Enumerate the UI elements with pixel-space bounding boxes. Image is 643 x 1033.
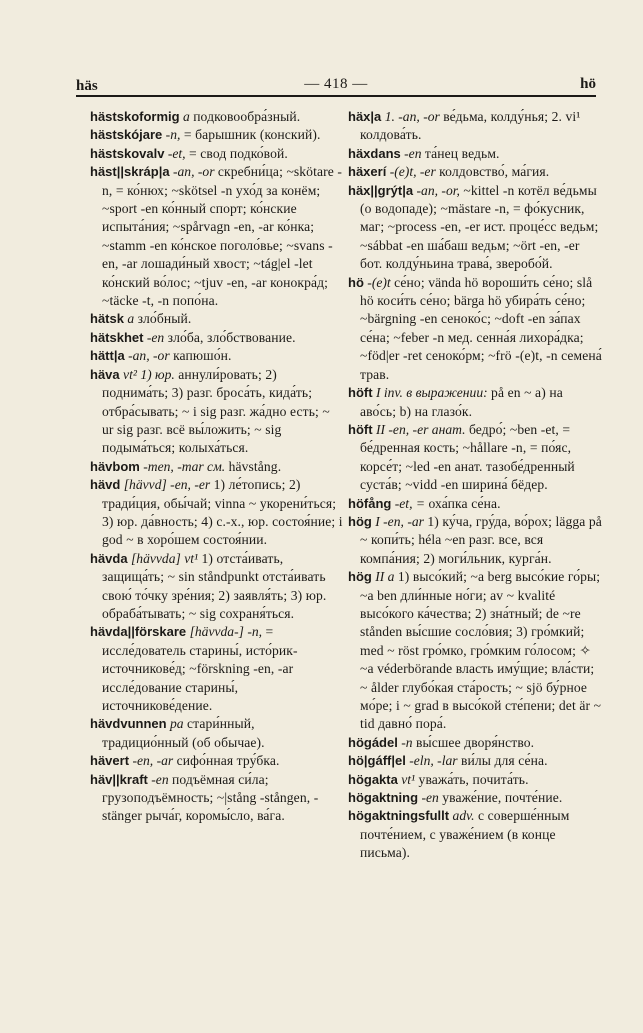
- entry-translation: = свод подко́вой.: [189, 145, 288, 161]
- dictionary-entry: [90, 145, 344, 163]
- dictionary-entry: [90, 329, 344, 347]
- entry-translation: уваже́ние, почте́ние.: [442, 790, 563, 806]
- entry-translation: капюшо́н.: [173, 348, 232, 364]
- entry-headword: hög: [348, 513, 372, 529]
- dictionary-entry: [348, 274, 602, 384]
- entry-translation: = иссле́дователь старины́, исто́рик-источникове́д; ~förskning -en, -ar иссле́дование старины́, источникове́дение.: [102, 624, 298, 713]
- entry-grammar: II a: [375, 569, 395, 585]
- entry-translation: 1) высо́кий; ~a berg высо́кие го́ры; ~a ben дли́нные но́ги; av ~ kvalité высо́кого ка́чества; 2) зна́тный; de ~re stånden вы́сшие сосло́вия; 3) гро́мкий; med ~ röst гро́мко, гро́мким го́лосом; ✧ ~a véderbörande власть иму́щие; вла́сти; ~ ålder глубо́кая ста́рость; ~ sjö бу́рное мо́ре; i ~ grad в высо́кой сте́пени; det är ~ tid давно́ пора́.: [360, 569, 602, 732]
- entry-translation: подъёмная си́ла; грузоподъёмность; ~|stång -stången, -stänger рыча́г, коромы́сло, ва́га.: [102, 771, 319, 824]
- entry-grammar: -eln, -lar: [409, 753, 458, 769]
- entry-translation: аннули́ровать; 2) поднима́ть; 3) разг. броса́ть, кида́ть; отбра́сывать; ~ i sig разг. жа́дно есть; ~ ur sig разг. всё вы́ложить; ~ sig подыма́ться; колыха́ться.: [102, 366, 330, 456]
- entry-translation: колдовство́, ма́гия.: [439, 164, 550, 180]
- dictionary-entry: [90, 771, 344, 826]
- entry-grammar: I -en, -ar: [375, 513, 424, 529]
- dictionary-entry: [348, 421, 602, 495]
- entry-grammar: II -en, -er анат.: [375, 421, 466, 437]
- dictionary-entry: [90, 458, 344, 476]
- entry-translation: подковообра́зный.: [193, 109, 301, 124]
- entry-grammar: [hävvda-] -n,: [189, 624, 263, 640]
- entry-translation: ви́лы для се́на.: [460, 753, 548, 769]
- entry-headword: hävdvunnen: [90, 716, 167, 732]
- left-column: [90, 108, 344, 826]
- entry-grammar: [hävvd] -en, -er: [123, 477, 211, 493]
- entry-translation: скребни́ца; ~skötare -n, = ко́нюх; ~skötsel -n ухо́д за конём; ~sport -en ко́нный спорт; ко́нские испыта́ния; ~spårvagn -en, -ar ко́нка; ~stamm -en ко́нское поголо́вье; ~svans -en, -ar лошади́ный хвост; ~tág|el -let ко́нский во́лос; ~tjuv -en, -ar конокра́д; ~täcke -t, -n попо́на.: [102, 164, 342, 309]
- entry-translation: ~kittel -n котёл ве́дьмы (о водопаде); ~mästare -n, = фо́кусник, маг; ~process -en, -er ист. проце́сс ведьм; ~sábbat -en ша́баш ведьм; ~ört -en, -er бот. колду́ньина трава́, зверобо́й.: [360, 182, 599, 272]
- page-number: — 418 —: [304, 76, 368, 92]
- entry-translation: уважа́ть, почита́ть.: [418, 771, 529, 787]
- entry-grammar: -an, -or,: [416, 182, 460, 198]
- entry-headword: häv||kraft: [90, 771, 148, 787]
- entry-translation: зло́ба, зло́бствование.: [167, 329, 296, 345]
- entry-translation: = барышник (конский).: [183, 127, 321, 143]
- entry-headword: hävbom: [90, 458, 140, 474]
- entry-headword: hätskhet: [90, 329, 144, 345]
- entry-grammar: -en: [146, 329, 165, 345]
- entry-grammar: -(e)t, -er: [389, 164, 436, 180]
- entry-headword: hävert: [90, 753, 130, 769]
- entry-translation: 1) ку́ча, гру́да, во́рох; lägga på ~ копи́ть; héla ~en разг. все, вся компа́ния; 2) моги́льник, курга́н.: [360, 513, 602, 566]
- entry-headword: häxdans: [348, 145, 401, 161]
- entry-grammar: -et,: [167, 145, 186, 161]
- dictionary-entry: [90, 163, 344, 310]
- entry-headword: hö|gáff|el: [348, 753, 406, 769]
- entry-translation: hävstång.: [228, 458, 282, 474]
- entry-grammar: -en, -ar: [132, 753, 174, 769]
- entry-headword: hävda: [90, 550, 128, 566]
- left-running-headword: häs: [76, 78, 98, 94]
- entry-headword: högádel: [348, 734, 398, 750]
- entry-headword: hästskovalv: [90, 145, 165, 161]
- entry-translation: стари́нный, традицио́нный (об обычае).: [102, 716, 265, 750]
- dictionary-entry: [90, 752, 344, 770]
- entry-translation: 1) отста́ивать, защища́ть; ~ sin ståndpunkt отста́ивать свою́ то́чку зре́ния; 2) заявля́ть; 3) юр. обраба́тывать; ~ sig сохраня́ться.: [102, 550, 327, 621]
- entry-translation: på en ~ a) на аво́сь; b) на глазо́к.: [360, 385, 563, 419]
- entry-grammar: a: [127, 311, 135, 327]
- entry-headword: höft: [348, 385, 373, 401]
- entry-headword: häva: [90, 366, 120, 382]
- entry-headword: hästskójare: [90, 127, 163, 143]
- entry-grammar: a: [182, 109, 190, 124]
- entry-grammar: [hävvda] vt¹: [130, 550, 199, 566]
- entry-grammar: -en: [421, 790, 439, 806]
- entry-grammar: 1. -an, -or: [384, 109, 440, 124]
- dictionary-entry: [90, 108, 344, 126]
- right-running-headword: hö: [580, 76, 596, 92]
- entry-headword: högaktning: [348, 790, 419, 806]
- entry-headword: högakta: [348, 771, 398, 787]
- entry-translation: оха́пка се́на.: [428, 495, 501, 511]
- entry-translation: та́нец ведьм.: [424, 145, 500, 161]
- dictionary-entry: [348, 145, 602, 163]
- entry-translation: с соверше́нным почте́нием, с уваже́нием (в конце письма).: [360, 808, 570, 861]
- dictionary-entry: [90, 715, 344, 752]
- entry-headword: hög: [348, 569, 372, 585]
- entry-translation: 1) ле́топись; 2) тради́ция, обы́чай; vinna ~ укорени́ться; 3) юр. да́вность; 4) с.-х., юр. состоя́ние; i god ~ в хоро́шем состоя́нии.: [102, 477, 343, 548]
- entry-headword: högaktningsfullt: [348, 808, 450, 824]
- dictionary-entry: [348, 568, 602, 734]
- entry-headword: höfång: [348, 495, 392, 511]
- entry-grammar: -an, -or: [172, 164, 215, 180]
- entry-translation: сифо́нная тру́бка.: [176, 753, 280, 769]
- page-header: [76, 76, 596, 96]
- entry-translation: бедро́; ~ben -et, = бе́дренная кость; ~hållare -n, = по́яс, корсе́т; ~led -en анат. тазобе́дренный суста́в; ~vidd -en ширина́ бёдер.: [360, 421, 575, 493]
- entry-translation: се́но; vända hö вороши́ть се́но; slå hö коси́ть се́но; bärga hö убира́ть се́но; ~bärgning -en сеноко́с; ~doft -en за́пах се́на; ~feber -n мед. сенна́я лихора́дка; ~föd|er -ret сеноко́рм; ~frö -(e)t, -n семена́ трав.: [360, 274, 602, 382]
- entry-headword: häst||skráp|a: [90, 164, 170, 180]
- dictionary-entry: [348, 108, 602, 145]
- dictionary-entry: [90, 126, 344, 144]
- entry-headword: hästskoformig: [90, 109, 180, 124]
- entry-headword: hätt|a: [90, 348, 125, 364]
- dictionary-entry: [90, 347, 344, 365]
- entry-headword: hävd: [90, 477, 121, 493]
- entry-grammar: -(e)t: [367, 274, 391, 290]
- dictionary-entry: [348, 513, 602, 568]
- entry-headword: höft: [348, 421, 373, 437]
- dictionary-entry: [348, 752, 602, 770]
- entry-grammar: adv.: [452, 808, 475, 824]
- entry-translation: вы́сшее дворя́нство.: [415, 734, 535, 750]
- entry-headword: hätsk: [90, 311, 124, 327]
- entry-grammar: vt² 1) юр.: [123, 366, 175, 382]
- entry-grammar: -men, -mar см.: [143, 458, 226, 474]
- entry-grammar: -n: [401, 734, 413, 750]
- entry-headword: hö: [348, 274, 364, 290]
- dictionary-entry: [90, 476, 344, 550]
- dictionary-entry: [348, 771, 602, 789]
- header-rule: [76, 95, 596, 97]
- entry-grammar: vt¹: [401, 771, 416, 787]
- dictionary-entry: [348, 789, 602, 807]
- entry-headword: häx|a: [348, 109, 382, 124]
- entry-grammar: -et, =: [394, 495, 426, 511]
- dictionary-entry: [348, 384, 602, 421]
- entry-grammar: pa: [169, 716, 184, 732]
- entry-grammar: -en: [151, 771, 169, 787]
- entry-translation: зло́бный.: [137, 311, 192, 327]
- entry-translation: ве́дьма, колду́нья; 2. vi¹ колдова́ть.: [360, 109, 581, 143]
- entry-grammar: -an, -or: [128, 348, 170, 364]
- dictionary-entry: [348, 734, 602, 752]
- dictionary-entry: [348, 495, 602, 513]
- right-column: [348, 108, 602, 863]
- dictionary-entry: [90, 623, 344, 715]
- entry-grammar: -en: [404, 145, 422, 161]
- entry-headword: häx||grýt|a: [348, 182, 414, 198]
- dictionary-entry: [348, 163, 602, 181]
- dictionary-entry: [348, 807, 602, 862]
- dictionary-entry: [90, 550, 344, 624]
- dictionary-entry: [90, 366, 344, 458]
- dictionary-entry: [90, 310, 344, 328]
- entry-headword: hävda||förskare: [90, 624, 187, 640]
- entry-grammar: I inv. в выражении:: [375, 385, 488, 401]
- dictionary-entry: [348, 182, 602, 274]
- entry-grammar: -n,: [165, 127, 181, 143]
- entry-headword: häxerí: [348, 164, 387, 180]
